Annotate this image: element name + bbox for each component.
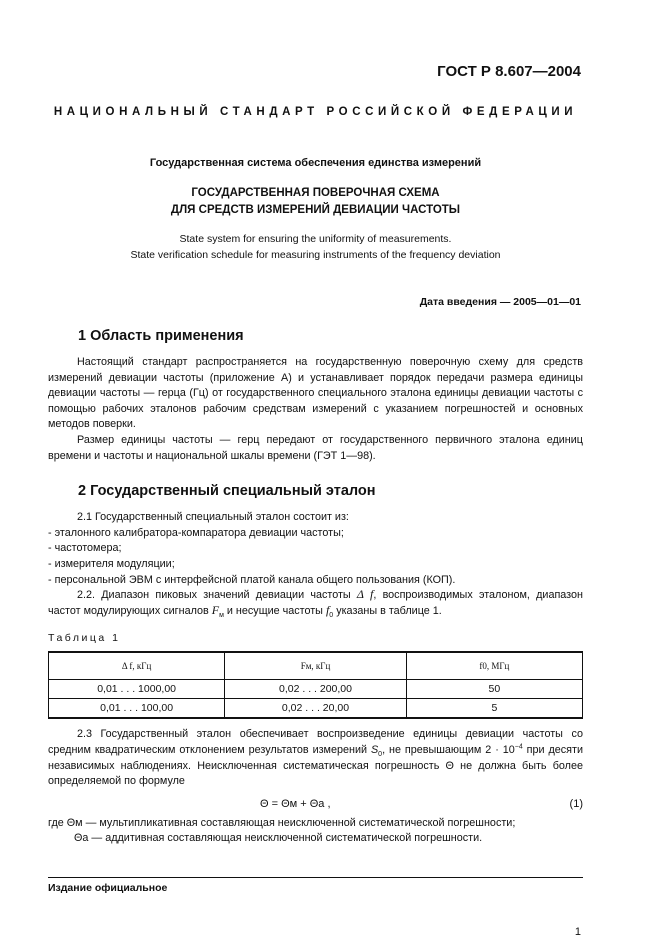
header-cell: Fм, кГц (225, 652, 407, 680)
section-2-heading: 2 Государственный специальный эталон (78, 483, 376, 500)
paragraph-2-3: 2.3 Государственный эталон обеспечивает воспроизведение единицы девиации частоты со средним квадратическим отклонением результатов измерений $S_0$, не превышающим $2 \cdot 10^{-4}$ при десяти независимых наблюдениях. Неисключенная систематическая погрешность Θ не должна быть более определяемой по формуле (48, 728, 584, 788)
table-row (49, 680, 583, 699)
cell: 0,02 . . . 200,00 (225, 680, 407, 699)
formula-1 (48, 796, 583, 812)
legend-line: где Θм — мультипликативная составляющая неисключенной систематической погрешности; (48, 816, 516, 829)
formula-number: (1) (569, 797, 583, 810)
page-number: 1 (574, 925, 581, 938)
table-caption: Таблица 1 (48, 632, 121, 645)
national-standard-banner: НАЦИОНАЛЬНЫЙ СТАНДАРТ РОССИЙСКОЙ ФЕДЕРАЦИИ (53, 106, 578, 118)
table-header-row (49, 652, 583, 680)
paragraph: Размер единицы частоты — герц передают от государственного первичного эталона единиц времени и частоты и национальной шкалы времени (ГЭТ 1—98). (48, 433, 583, 462)
list-item: - персональной ЭВМ с интерфейсной платой канала общего пользования (КОП). (48, 573, 456, 586)
section-1-heading: 1 Область применения (78, 328, 244, 344)
table-row (49, 699, 583, 719)
header-cell: Δ f, кГц (49, 652, 225, 680)
title-line: ДЛЯ СРЕДСТВ ИЗМЕРЕНИЙ ДЕВИАЦИИ ЧАСТОТЫ (170, 204, 461, 216)
section-2-body (48, 510, 583, 619)
list-item: - частотомера; (48, 542, 122, 555)
english-line: State verification schedule for measuring instruments of the frequency deviation (130, 249, 501, 261)
document-title (48, 185, 583, 219)
header-cell: f0, МГц (406, 652, 582, 680)
document-body (48, 327, 583, 939)
system-title: Государственная система обеспечения единства измерений (149, 157, 482, 169)
standard-code: ГОСТ Р 8.607—2004 (437, 63, 581, 80)
cell: 0,01 . . . 100,00 (49, 699, 225, 719)
cell: 0,01 . . . 1000,00 (49, 680, 225, 699)
paragraph: 2.2. Диапазон пиковых значений девиации частоты Δ f, воспроизводимых эталоном, диапазон частот модулирующих сигналов $F_м$ и несущие частоты $f_0$ указаны в таблице 1. (48, 587, 583, 619)
legend-line: Θа — аддитивная составляющая неисключенной систематической погрешности. (74, 832, 483, 845)
list-item: - измерителя модуляции; (48, 557, 175, 570)
cell: 0,02 . . . 20,00 (225, 699, 407, 719)
effective-date: Дата введения — 2005—01—01 (419, 296, 581, 308)
formula-legend (48, 816, 583, 847)
cell: 5 (406, 699, 582, 719)
cell: 50 (406, 680, 582, 699)
formula: Θ = Θм + Θа , (260, 797, 331, 810)
official-edition: Издание официальное (48, 877, 583, 895)
table-1 (48, 651, 583, 719)
paragraph: 2.1 Государственный специальный эталон состоит из: (77, 511, 349, 524)
list-item: - эталонного калибратора-компаратора девиации частоты; (48, 526, 344, 539)
paragraph: Настоящий стандарт распространяется на государственную поверочную схему для средств измерений девиации частоты (приложение А) и устанавливает порядок передачи размера единицы девиации частоты — герца (Гц) от государственного специального эталона единицы девиации частоты с помощью рабочих эталонов рабочим средствам измерений с указанием погрешностей и основных методов поверки. (48, 356, 583, 431)
english-title (48, 231, 583, 263)
title-line: ГОСУДАРСТВЕННАЯ ПОВЕРОЧНАЯ СХЕМА (191, 187, 440, 199)
english-line: State system for ensuring the uniformity of measurements. (179, 233, 452, 245)
section-1-body (48, 355, 583, 464)
